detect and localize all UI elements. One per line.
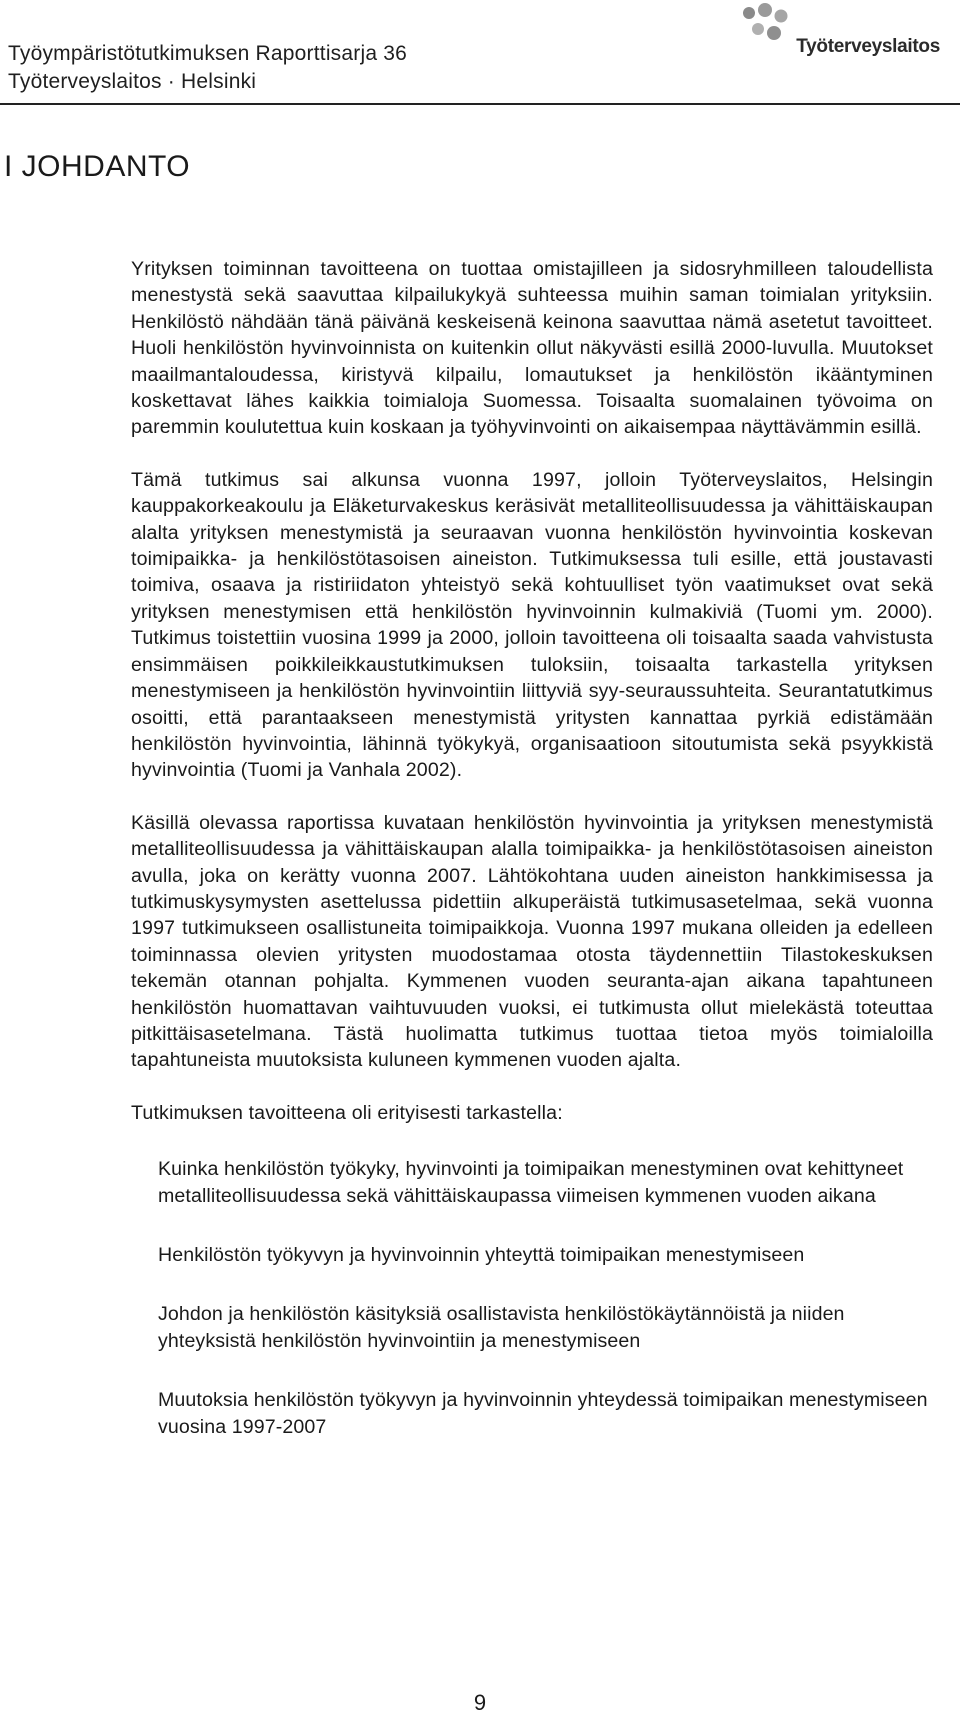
body-text <box>131 256 933 1473</box>
page-number: 9 <box>473 1690 487 1715</box>
publisher-line: Työterveyslaitos · Helsinki <box>8 70 257 93</box>
running-header <box>8 40 407 96</box>
list-item: Johdon ja henkilöstön käsityksiä osallistavista henkilöstökäytännöistä ja niiden yhteyksistä henkilöstön hyvinvointiin ja menestymiseen <box>158 1303 845 1352</box>
paragraph: Käsillä olevassa raportissa kuvataan henkilöstön hyvinvointia ja yrityksen menestymistä metalliteollisuudessa ja vähittäiskaupan alalla toimipaikka- ja henkilöstötasoisen aineiston avulla, joka on kerätty vuonna 2007. Lähtökohtana uuden aineiston hankkimisessa ja tutkimuskysymysten asettelussa pidettiin alkuperäistä tutkimusasetelmaa, sekä vuonna 1997 tutkimukseen osallistuneita toimipaikkoja. Vuonna 1997 mukana olleiden ja edelleen toiminnassa olevien yritysten muodostamaa otosta täydennettiin Tilastokeskuksen tekemän otannan pohjalta. Kymmenen vuoden seuranta-ajan aikana tapahtuneen henkilöstön huomattavan vaihtuvuuden vuoksi, ei tutkimusta ollut mielekästä toteuttaa pitkittäisasetelmana. Tästä huolimatta tutkimus tuottaa tietoa myös toimialoilla tapahtuneista muutoksista kuluneen kymmenen vuoden ajalta. <box>131 811 933 1072</box>
objectives-list <box>158 1156 933 1440</box>
chapter-title: I JOHDANTO <box>4 150 191 183</box>
paragraph: Tämä tutkimus sai alkunsa vuonna 1997, jolloin Työterveyslaitos, Helsingin kauppakorkeakoulu ja Eläketurvakeskus keräsivät metalliteollisuudessa ja vähittäiskaupan alalta yrityksen menestymistä ja seuraavan vuonna henkilöstön hyvinvointia koskevan toimipaikka- ja henkilöstötasoisen aineiston. Tutkimuksessa tuli esille, että joustavasti toimiva, osaava ja ristiriidaton yhteistyö sekä kohtuulliset työn vaatimukset ovat sekä yrityksen menestymisen että henkilöstön hyvinvoinnin kulmakiviä (Tuomi ym. 2000). Tutkimus toistettiin vuosina 1999 ja 2000, jolloin tavoitteena oli toisaalta saada vahvistusta ensimmäisen poikkileikkaustutkimuksen tuloksiin, toisaalta tarkastella yrityksen menestymiseen ja henkilöstön hyvinvointiin liittyviä syy-seuraussuhteita. Seurantatutkimus osoitti, että parantaakseen menestymistä yritysten kannattaa pyrkiä edistämään henkilöstön hyvinvointia, lähinnä työkykyä, organisaatioon sitoutumista sekä psyykkistä hyvinvointia (Tuomi ja Vanhala 2002). <box>131 468 933 782</box>
logo-wordmark: Työterveyslaitos <box>796 36 940 57</box>
logo-mark-icon <box>740 2 792 44</box>
series-title: Työympäristötutkimuksen Raporttisarja 36 <box>8 42 407 65</box>
institute-logo <box>740 2 940 58</box>
list-item: Kuinka henkilöstön työkyky, hyvinvointi ja toimipaikan menestyminen ovat kehittyneet metalliteollisuudessa sekä vähittäiskaupassa viimeisen kymmenen vuoden aikana <box>158 1158 904 1207</box>
list-item: Henkilöstön työkyvyn ja hyvinvoinnin yhteyttä toimipaikan menestymiseen <box>158 1244 805 1266</box>
paragraph: Yrityksen toiminnan tavoitteena on tuottaa omistajilleen ja sidosryhmilleen taloudellista menestystä sekä saavuttaa kilpailukykyä suhteessa muihin saman toimialan yrityksiin. Henkilöstö nähdään tänä päivänä keskeisenä keinona saavuttaa nämä asetetut tavoitteet. Huoli henkilöstön hyvinvoinnista on kuitenkin ollut näkyvästi esillä 2000-luvulla. Muutokset maailmantaloudessa, kiristyvä kilpailu, lomautukset ja henkilöstön ikääntyminen koskettavat lähes kaikkia toimialoja Suomessa. Toisaalta suomalainen työvoima on paremmin koulutettua kuin koskaan ja työhyvinvointi on aikaisempaa näyttävämmin esillä. <box>131 258 933 439</box>
list-intro: Tutkimuksen tavoitteena oli erityisesti tarkastella: <box>131 1101 563 1124</box>
header-divider <box>0 103 960 105</box>
list-item: Muutoksia henkilöstön työkyvyn ja hyvinvoinnin yhteydessä toimipaikan menestymiseen vuosina 1997-2007 <box>158 1389 928 1438</box>
